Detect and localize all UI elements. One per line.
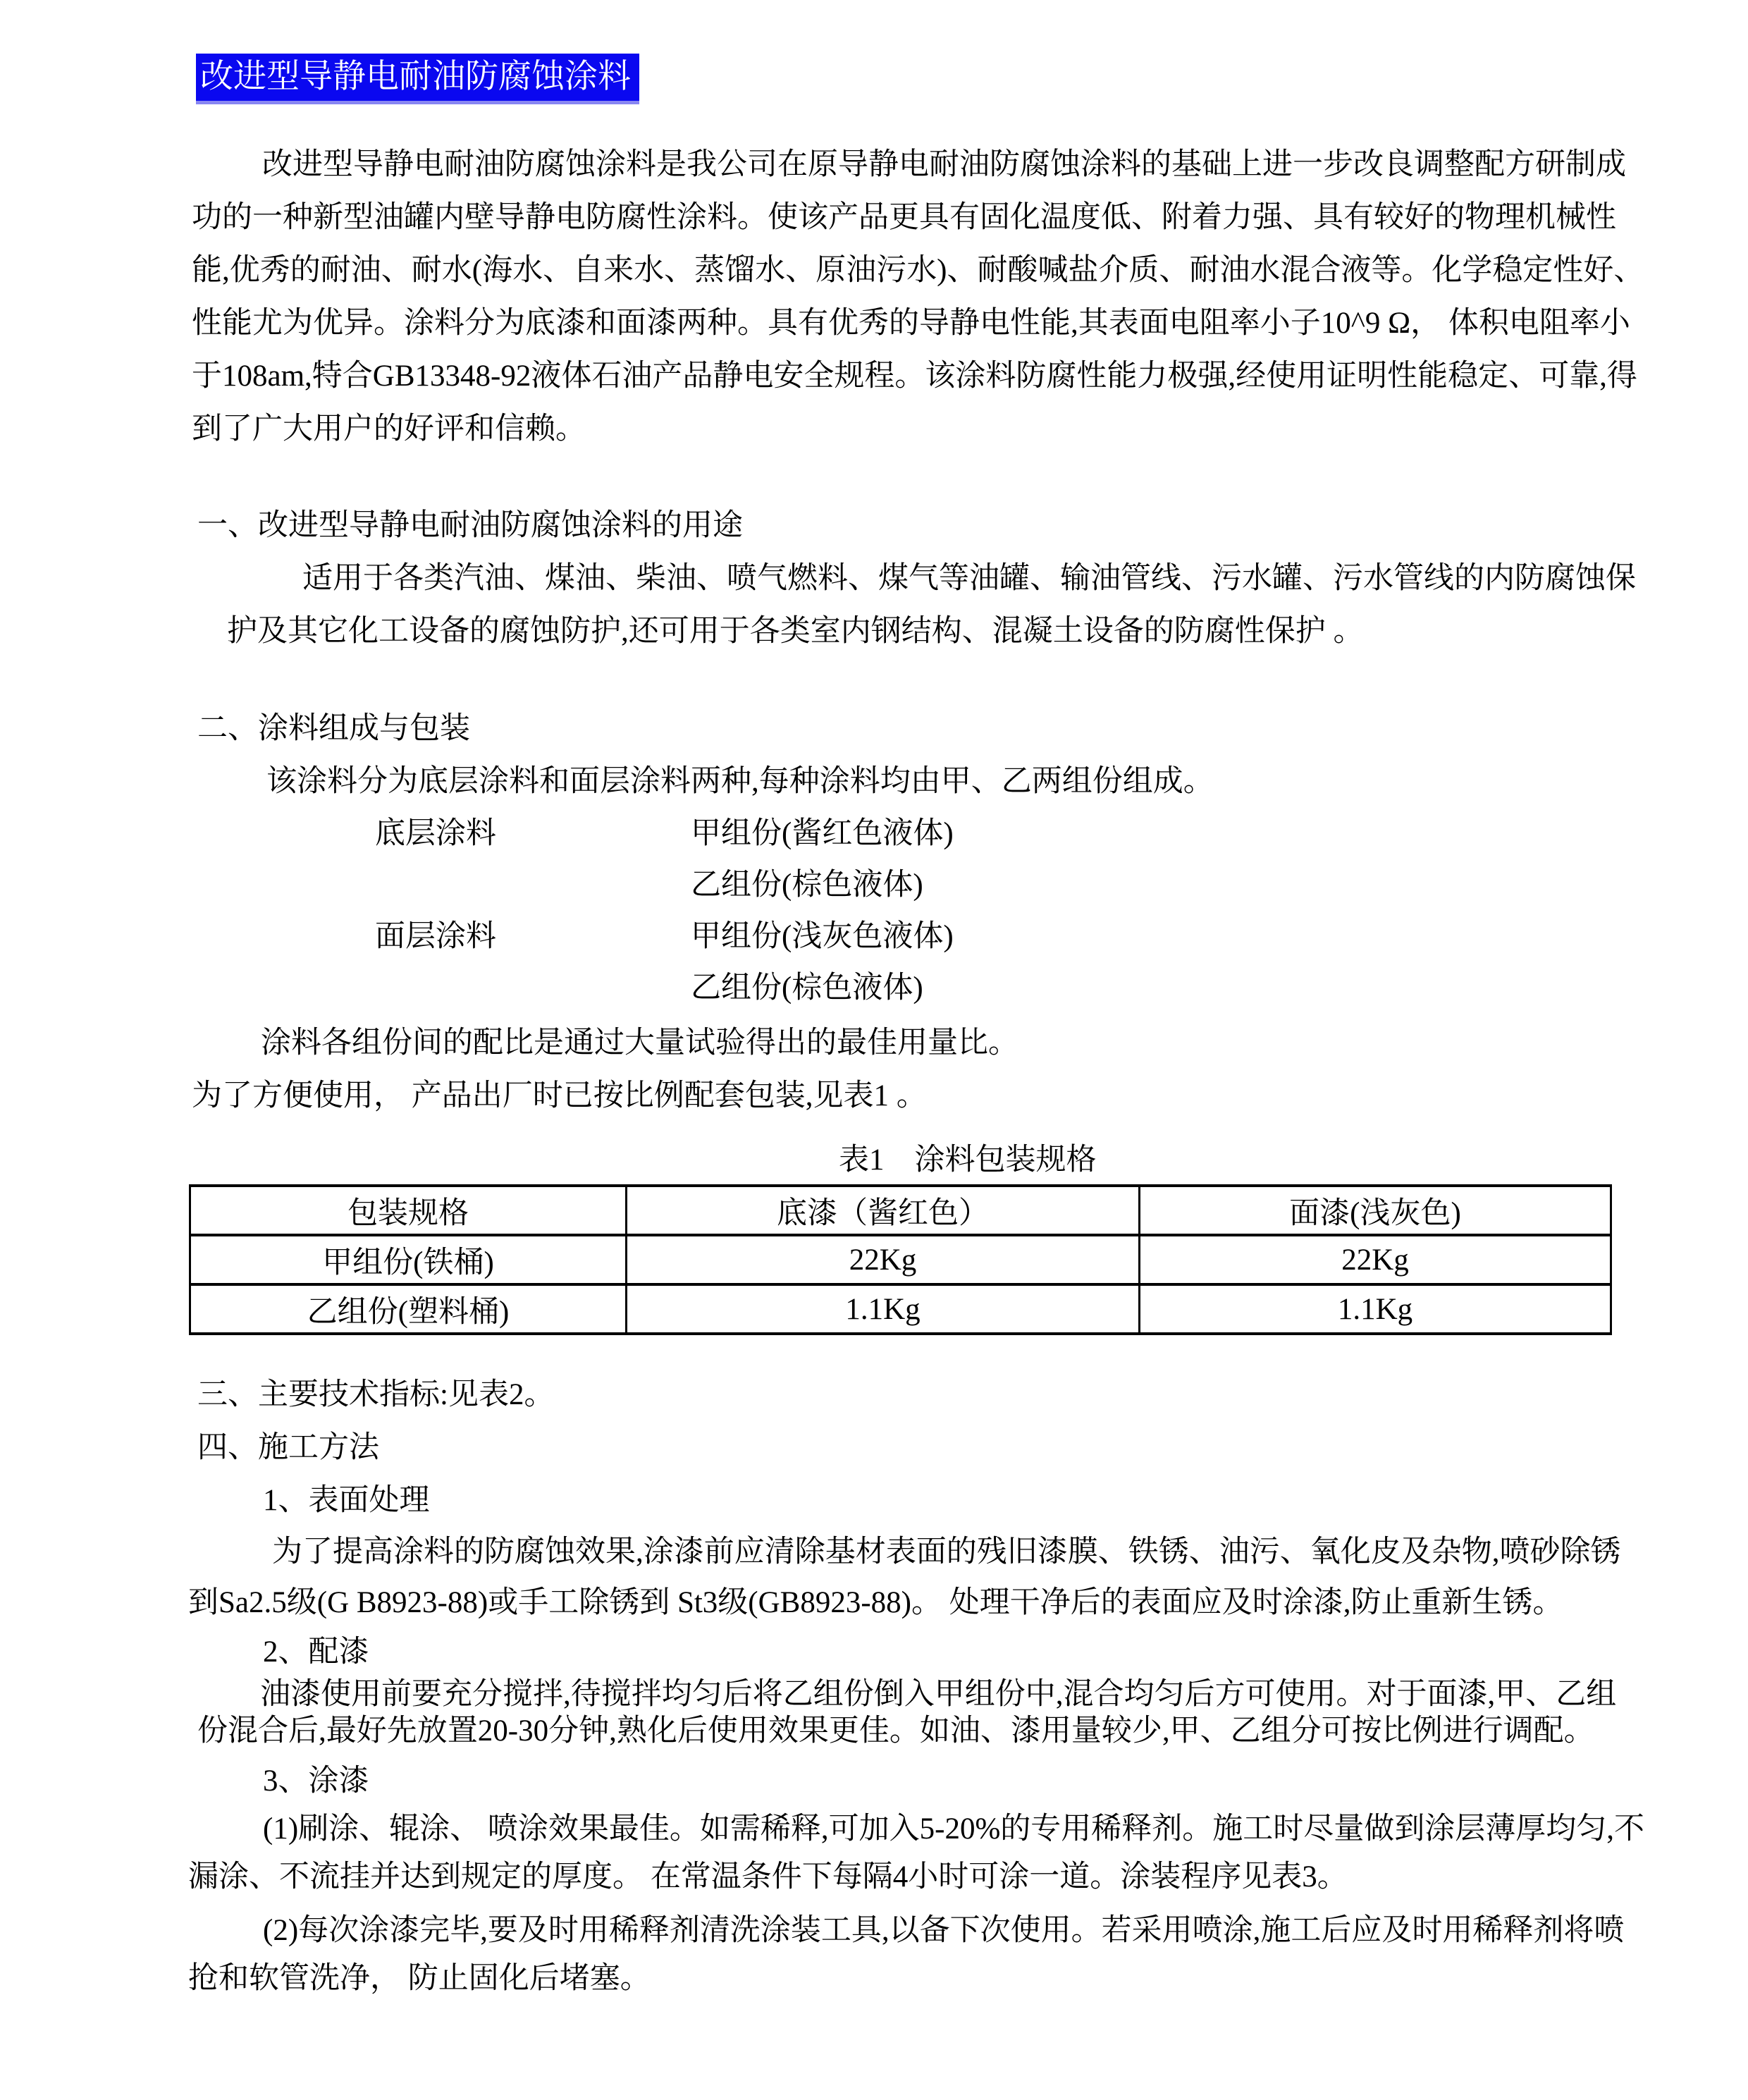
column-header: 包装规格 — [190, 1186, 627, 1235]
packaging-note: 为了方便使用， 产品出厂时已按比例配套包装,见表1 。 — [192, 1079, 927, 1112]
painting-item: (1)刷涂、辊涂、 喷涂效果最佳。如需稀释,可加入5-20%的专用稀释剂。施工时尽量做到涂层薄厚均匀,不漏涂、不流挂并达到规定的厚度。 在常温条件下每隔4小时可涂一道。涂装程序见表3。 — [188, 1812, 1645, 1893]
component-value: 乙组份(棕色液体) — [691, 971, 923, 1005]
intro-paragraph: 改进型导静电耐油防腐蚀涂料是我公司在原导静电耐油防腐蚀涂料的基础上进一步改良调整配方研制成功的一种新型油罐内壁导静电防腐性涂料。使该产品更具有固化温度低、附着力强、具有较好的物理机械性能,优秀的耐油、耐水(海水、自来水、蒸馏水、原油污水)、耐酸喊盐介质、耐油水混合液等。化学稳定性好、性能尤为优异。涂料分为底漆和面漆两种。具有优秀的导静电性能,其表面电阻率小子10^9 Ω， 体积电阻率小于108am,特合GB13348-92液体石油产品静电安全规程。该涂料防腐性能力极强,经使用证明性能稳定、可靠,得到了广大用户的好评和信赖。 — [192, 148, 1644, 446]
table-cell: 1.1Kg — [1140, 1284, 1611, 1334]
component-value: 甲组份(酱红色液体) — [691, 817, 954, 850]
table-cell: 甲组份(铁桶) — [190, 1235, 627, 1284]
component-row — [375, 808, 1748, 859]
section-4-heading: 四、施工方法 — [197, 1431, 379, 1464]
component-row — [375, 962, 1748, 1014]
section-3-heading: 三、主要技术指标:见表2。 — [197, 1378, 555, 1411]
table-cell: 乙组份(塑料桶) — [190, 1284, 627, 1334]
sub-heading-surface-treatment: 1、表面处理 — [263, 1484, 430, 1517]
table-row — [190, 1235, 1611, 1284]
section-2-intro: 该涂料分为底层涂料和面层涂料两种,每种涂料均由甲、乙两组份组成。 — [266, 765, 1214, 798]
table-cell: 1.1Kg — [627, 1284, 1140, 1334]
sub-heading-paint-mixing: 2、配漆 — [263, 1635, 369, 1669]
ratio-note: 涂料各组份间的配比是通过大量试验得出的最佳用量比。 — [261, 1026, 1018, 1060]
table-cell: 22Kg — [1140, 1235, 1611, 1284]
component-value: 甲组份(浅灰色液体) — [691, 920, 954, 953]
table-row — [190, 1284, 1611, 1334]
painting-item: (2)每次涂漆完毕,要及时用稀释剂清洗涂装工具,以备下次使用。若采用喷涂,施工后应及时用稀释剂将喷抢和软管洗净， 防止固化后堵塞。 — [188, 1914, 1625, 1995]
component-row — [375, 911, 1748, 962]
column-header: 面漆(浅灰色) — [1140, 1186, 1611, 1235]
surface-treatment-body: 为了提高涂料的防腐蚀效果,涂漆前应清除基材表面的残旧漆膜、铁锈、油污、氧化皮及杂物,喷砂除锈到Sa2.5级(G B8923-88)或手工除锈到 St3级(GB8923-88)。 处理干净后的表面应及时涂漆,防止重新生锈。 — [188, 1535, 1621, 1619]
page-title: 改进型导静电耐油防腐蚀涂料 — [196, 54, 639, 104]
section-2-heading: 二、涂料组成与包装 — [197, 712, 470, 745]
sub-heading-painting: 3、涂漆 — [263, 1764, 369, 1798]
component-row — [375, 859, 1748, 911]
title-row — [0, 0, 1748, 104]
paint-mixing-body: 油漆使用前要充分搅拌,待搅拌均匀后将乙组份倒入甲组份中,混合均匀后方可使用。对于面漆,甲、乙组份混合后,最好先放置20-30分钟,熟化后使用效果更佳。如油、漆用量较少,甲、乙组分可按比例进行调配。 — [197, 1678, 1617, 1748]
component-label — [375, 859, 691, 911]
component-label: 底层涂料 — [375, 817, 496, 850]
section-1-body: 适用于各类汽油、煤油、柴油、喷气燃料、煤气等油罐、输油管线、污水罐、污水管线的内防腐蚀保护及其它化工设备的腐蚀防护,还可用于各类室内钢结构、混凝土设备的防腐性保护 。 — [227, 562, 1636, 648]
table-1-caption: 表1 涂料包装规格 — [839, 1143, 1097, 1177]
table-cell: 22Kg — [627, 1235, 1140, 1284]
component-label: 面层涂料 — [375, 920, 496, 953]
table-header-row — [190, 1186, 1611, 1235]
packaging-table — [189, 1184, 1612, 1335]
column-header: 底漆（酱红色） — [627, 1186, 1140, 1235]
component-value: 乙组份(棕色液体) — [691, 868, 923, 902]
component-label — [375, 962, 691, 1014]
section-1-heading: 一、改进型导静电耐油防腐蚀涂料的用途 — [197, 509, 743, 542]
